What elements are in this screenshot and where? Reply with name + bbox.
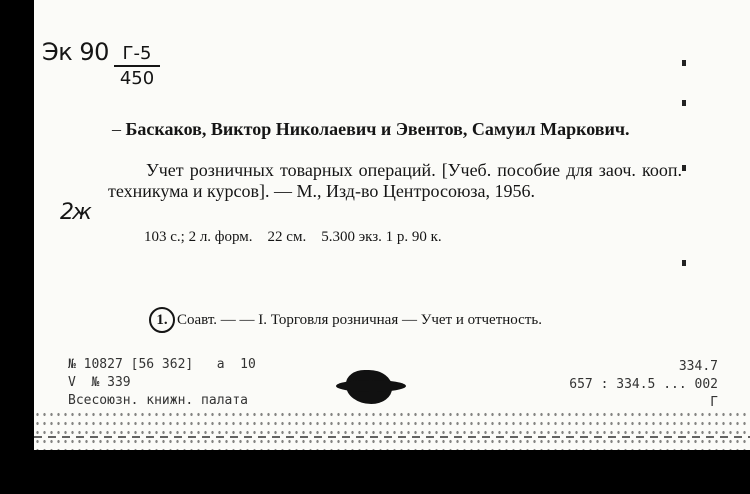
- shelfmark-fraction: [114, 44, 160, 89]
- shelfmark-top: Г-5: [122, 43, 152, 64]
- margin-tick: [682, 165, 686, 171]
- author-separator: –: [112, 119, 126, 139]
- footer-left-2: V № 339: [68, 375, 131, 390]
- footer-right-3: Г: [710, 395, 718, 410]
- scan-border-left: [0, 0, 34, 494]
- handwritten-note: 2ж: [60, 200, 90, 225]
- author-heading: [112, 118, 680, 140]
- footer-left-3: Всесоюзн. книжн. палата: [68, 393, 249, 408]
- author-line: Баскаков, Виктор Николаевич и Эвентов, Самуил Маркович.: [125, 119, 630, 139]
- catalog-card: [34, 0, 750, 450]
- footer-right-1: 334.7: [678, 359, 718, 374]
- shelfmark-prefix: Эк 90: [42, 38, 109, 66]
- scan-dash-row: [34, 436, 750, 438]
- tracing-text: Соавт. — — I. Торговля розничная — Учет и отчетность.: [177, 312, 542, 328]
- title-statement: Учет розничных товарных операций. [Учеб. пособие для заоч. кооп. техникума и курсов]. — М., Изд-во Центросоюза, 1956.: [108, 160, 682, 201]
- footer-left-1: № 10827 [56 362] а 10: [68, 357, 256, 372]
- tracing-number-circle: 1.: [149, 307, 175, 333]
- ink-smear: [336, 380, 406, 392]
- scan-noise: [34, 410, 750, 450]
- footer-right-2: 657 : 334.5 ... 002: [569, 377, 718, 392]
- margin-tick: [682, 260, 686, 266]
- fraction-line: [114, 65, 160, 67]
- margin-tick: [682, 100, 686, 106]
- tracing-line: [134, 287, 714, 353]
- scan-border-bottom: [0, 450, 750, 494]
- shelfmark-bottom: 450: [119, 68, 155, 89]
- collation-line: 103 с.; 2 л. форм. 22 см. 5.300 экз. 1 р. 90 к.: [144, 229, 442, 245]
- margin-tick: [682, 60, 686, 66]
